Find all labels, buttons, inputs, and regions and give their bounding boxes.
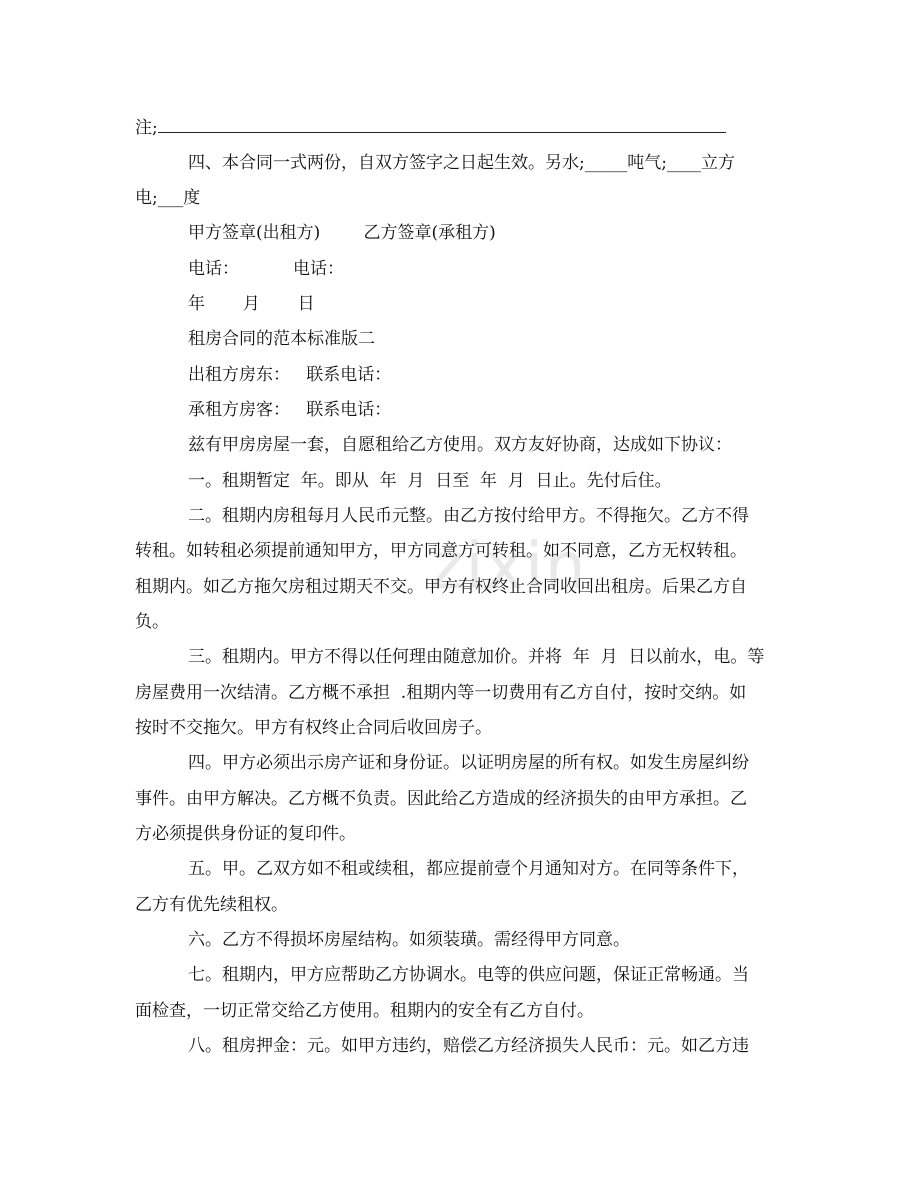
clause-2-cont: 转租。如转租必须提前通知甲方，甲方同意方可转租。如不同意，乙方无权转租。 [135,541,747,561]
paragraph-line: 兹有甲房房屋一套，自愿租给乙方使用。双方友好协商，达成如下协议： [188,435,732,455]
landlord-line: 出租方房东： 联系电话： [188,365,392,385]
clause-7: 七。租期内，甲方应帮助乙方协调水。电等的供应问题，保证正常畅通。当 [188,965,749,985]
paragraph-line: 电;___度 [135,188,201,208]
watermark: zixin [430,530,588,604]
clause-3-cont: 按时不交拖欠。甲方有权终止合同后收回房子。 [135,718,492,738]
clause-5: 五。甲。乙双方如不租或续租，都应提前壹个月通知对方。在同等条件下， [188,859,749,879]
clause-7-cont: 面检查，一切正常交给乙方使用。租期内的安全有乙方自付。 [135,1001,594,1021]
phone-line: 电话： 电话： [188,259,345,279]
section-title: 租房合同的范本标准版二 [188,329,375,349]
paragraph-line: 四、本合同一式两份，自双方签字之日起生效。另水;_____吨气;____立方 [188,153,735,173]
date-line: 年 月 日 [188,294,315,314]
clause-2: 二。租期内房租每月人民币元整。由乙方按付给甲方。不得拖欠。乙方不得 [188,506,749,526]
clause-4-cont: 方必须提供身份证的复印件。 [135,824,356,844]
clause-2-cont: 负。 [135,612,169,632]
blank-rule [158,118,726,133]
clause-4-cont: 事件。由甲方解决。乙方概不负责。因此给乙方造成的经济损失的由甲方承担。乙 [135,789,747,809]
clause-4: 四。甲方必须出示房产证和身份证。以证明房屋的所有权。如发生房屋纠纷 [188,753,749,773]
clause-6: 六。乙方不得损坏房屋结构。如须装璜。需经得甲方同意。 [188,930,630,950]
clause-1: 一。租期暂定 年。即从 年 月 日至 年 月 日止。先付后住。 [188,471,672,491]
clause-8: 八。租房押金：元。如甲方违约，赔偿乙方经济损失人民币：元。如乙方违 [188,1036,749,1056]
note-line: 注; [135,117,795,139]
signature-line: 甲方签章(出租方) 乙方签章(承租方) [188,223,496,243]
clause-5-cont: 乙方有优先续租权。 [135,895,288,915]
clause-3: 三。租期内。甲方不得以任何理由随意加价。并将 年 月 日以前水，电。等 [188,647,765,667]
tenant-line: 承租方房客： 联系电话： [188,400,392,420]
clause-3-cont: 房屋费用一次结清。乙方概不承担 .租期内等一切费用有乙方自付，按时交纳。如 [135,683,747,703]
clause-2-cont: 租期内。如乙方拖欠房租过期天不交。甲方有权终止合同收回出租房。后果乙方自 [135,577,747,597]
